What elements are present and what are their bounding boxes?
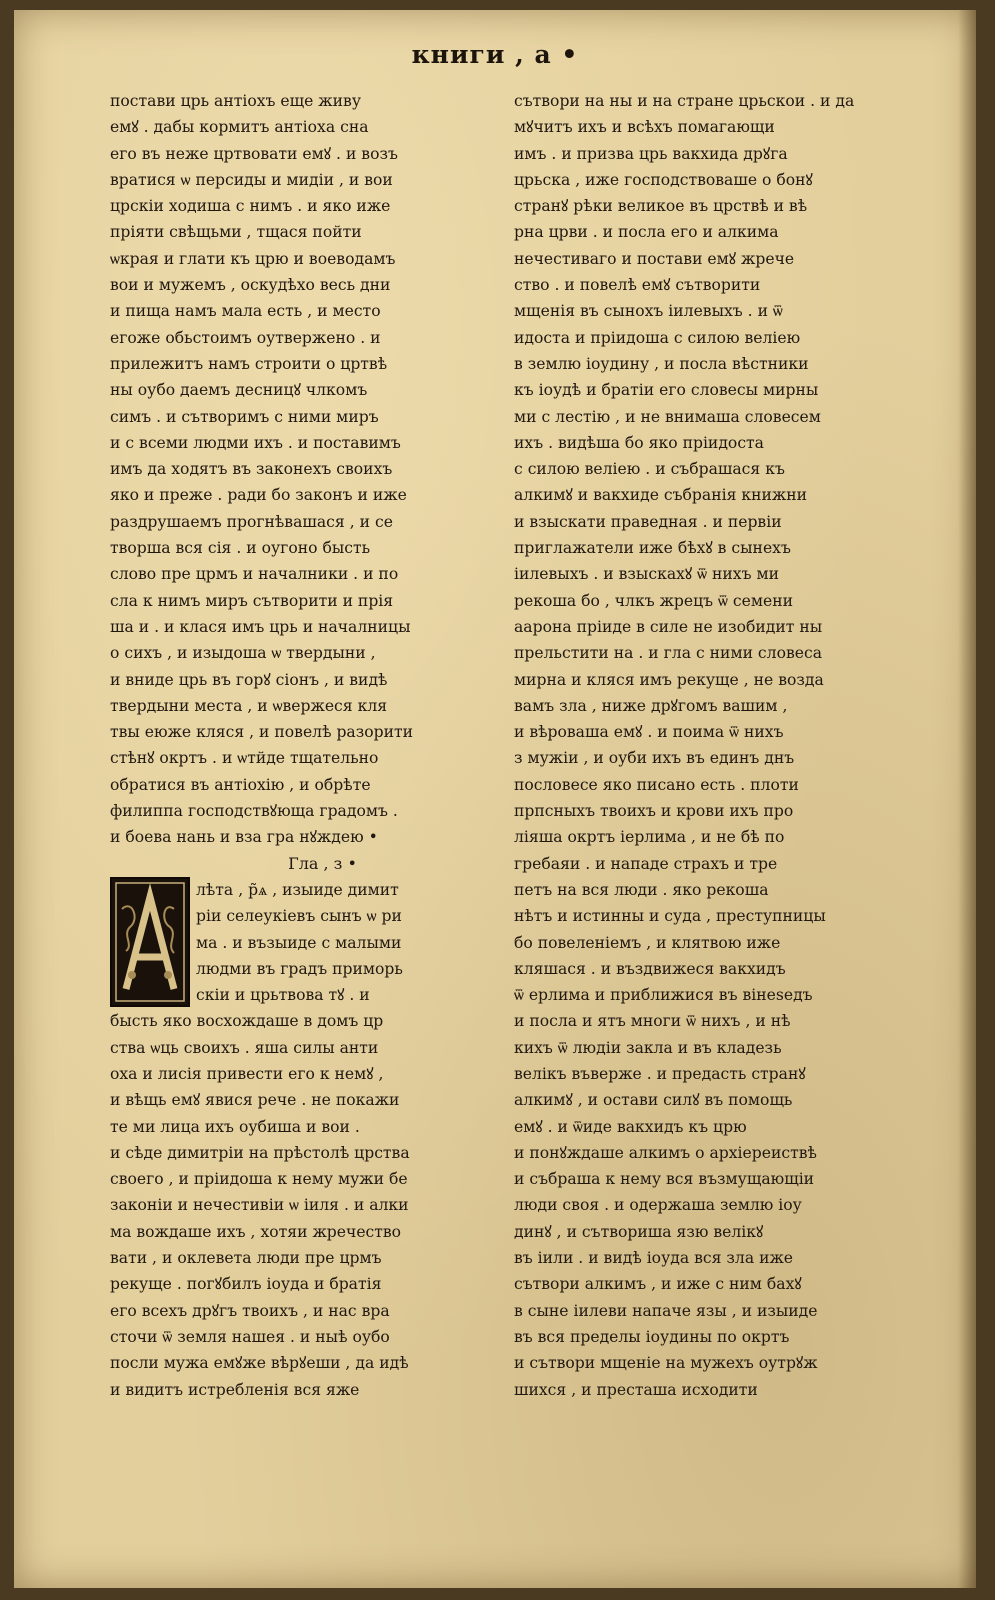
text-line: кихъ ѿ людiи закла и въ кладезь [514,1038,782,1057]
text-line: лiяша окртъ iерлима , и не бѣ по [514,828,785,847]
text-line: емꙋ . дабы кормитъ антiоха сна [110,118,369,137]
text-line: вратися ѡ персиды и мидiи , и вои [110,170,393,189]
text-line: филиппа господствꙋюща градомъ . [110,802,398,821]
text-line: црскiи ходиша с нимъ . и яко иже [110,197,391,216]
text-line: нечестиваго и постави емꙋ жрече [514,249,795,268]
text-line: и пища намъ мала есть , и место [110,302,381,321]
text-line: постави црь антiохъ еще живу [110,92,361,110]
text-line: оха и лисiя привести его к немꙋ , [110,1064,384,1083]
text-line: и сътвори мщенiе на мужехъ оутрꙋж [514,1354,818,1373]
ornamental-drop-cap [110,877,190,1007]
text-line: прилежитъ намъ строити о цртвѣ [110,354,388,373]
text-line: и понꙋждаше алкимъ о архiереиствѣ [514,1143,817,1162]
text-line: бо повеленiемъ , и клятвою иже [514,933,781,952]
text-line: въ вся пределы iоудины по окртъ [514,1327,790,1346]
text-line: кляшася . и въздвижеся вакхидъ [514,959,786,978]
text-line: идоста и прiидоша с силою велiею [514,328,801,347]
text-line: въ iили . и видѣ iоуда вся зла иже [514,1249,794,1268]
text-line: и сѣде димитрiи на прѣстолѣ црства [110,1143,410,1162]
text-line: лѣта , р̃ѧ , изыиде димит [196,880,399,899]
right-column [514,88,894,1403]
text-line: стѣнꙋ окртъ . и ѡтйде тщательно [110,749,379,768]
text-line: твердыни места , и ѡвержеся кля [110,696,388,715]
page-edge-shadow [958,10,976,1588]
text-line: и видитъ истребленiя вся яже [110,1380,360,1399]
text-line: аарона прiиде в силе не изобидит ны [514,617,823,636]
text-line: и боева нань и вза гра нꙋждею • [110,828,378,847]
text-line: динꙋ , и сътвориша язю велiкꙋ [514,1222,764,1241]
text-line: его въ нежe цртвовати емꙋ . и возъ [110,144,398,163]
text-line: велiкъ въверже . и предасть странꙋ [514,1064,806,1083]
text-line: и вѣщь емꙋ явися рече . не покажи [110,1091,400,1110]
text-line: сътвори алкимъ , и иже с ним бахꙋ [514,1275,802,1294]
text-line: ство . и повелѣ емꙋ сътворити [514,276,761,295]
text-line: нѣтъ и истинны и суда , преступницы [514,907,826,926]
text-line: мирна и кляся имъ рекуще , не возда [514,670,824,689]
left-column [110,88,495,1403]
drop-cap-ornament-icon [112,879,188,1005]
text-line: ша и . и клася имъ црь и началницы [110,617,411,636]
text-line: ихъ . видѣша бо яко прiидоста [514,433,764,452]
text-line: имъ да ходятъ въ законехъ своихъ [110,460,393,479]
text-line: раздрушаемъ прогнѣвашася , и се [110,512,393,531]
text-line: и вѣроваша емꙋ . и поима ѿ нихъ [514,723,784,742]
chapter-heading: Гла , з • [288,853,357,873]
text-line: и събраша к нему вся възмущающiи [514,1170,815,1189]
text-line: в землю iоудину , и посла вѣстники [514,354,809,373]
text-line: бысть яко восхождаше в домъ цр [110,1012,384,1031]
text-line: ма вождаше ихъ , хотяи жречество [110,1222,402,1241]
text-line: обратися въ антiохiю , и обрѣте [110,775,371,794]
text-line: ны оубо даемъ десницꙋ члкомъ [110,381,368,400]
text-line: прельстити на . и гла с ними словеса [514,644,822,663]
text-line: емꙋ . и ѿиде вакхидъ къ црю [514,1117,747,1136]
text-line: люди своя . и одержаша землю iоу [514,1196,802,1215]
text-line: людми въ градъ приморь [196,959,403,978]
text-line: в сыне iилеви напаче язы , и изыиде [514,1301,818,1320]
text-line: с силою велiею . и събрашася къ [514,460,785,479]
text-line: скiи и црьтвова тꙋ . и [196,986,370,1005]
text-line: сточи ѿ земля нашея . и ныѣ оубо [110,1327,390,1346]
text-line: мꙋчитъ ихъ и всѣхъ помагающи [514,118,775,137]
text-line: вамъ зла , ниже дрꙋгомъ вашим , [514,696,788,715]
running-header: книги , а • [411,40,579,69]
text-line: и посла и ятъ многи ѿ нихъ , и нѣ [514,1012,791,1031]
text-line: егоже обьстоимъ оутвержено . и [110,328,381,347]
text-line: алкимꙋ , и остави силꙋ въ помощь [514,1091,793,1110]
text-line: своего , и прiидоша к нему мужи бе [110,1170,408,1189]
text-line: и вниде црь въ горꙋ сiонъ , и видѣ [110,670,388,689]
left-column-text-bottom [110,1008,495,1402]
text-line: рiи селеукiевъ сынъ ѡ ри [196,907,402,926]
text-line: мщенiя въ сынохъ iилевыхъ . и ѿ [514,302,783,321]
right-column-text [514,88,894,1403]
text-line: къ iоудѣ и братiи его словесы мирны [514,381,819,400]
text-line: рна црви . и посла его и алкима [514,223,779,242]
book-page [14,10,976,1588]
text-line: вати , и оклевета люди пре црмъ [110,1249,382,1268]
text-line: приглажатели иже бѣхꙋ в сынехъ [514,539,791,558]
text-line: ѿ ерлима и приближися въ вiнеѕедъ [514,986,813,1005]
text-line: сътвори на ны и на стране црьскои . и да [514,92,855,110]
text-line: слово пре црмъ и началники . и по [110,565,399,584]
text-line: те ми лица ихъ оубиша и вои . [110,1117,360,1136]
text-line: рекуще . погꙋбилъ iоуда и братiя [110,1275,382,1294]
text-line: ства ѡць своихъ . яша силы анти [110,1038,379,1057]
text-line: яко и прежe . ради бо законъ и иже [110,486,407,505]
text-line: гребаяи . и нападе страхъ и тре [514,854,778,873]
text-line: имъ . и призва црь вакхида дрꙋга [514,144,788,163]
text-line: пословесе яко писано есть . плоти [514,775,799,794]
text-line: ми с лестiю , и не внимаша словесем [514,407,821,426]
text-line: посли мужа емꙋже вѣрꙋеши , да идѣ [110,1354,409,1373]
text-line: и с всеми людми ихъ . и поставимъ [110,433,401,452]
text-line: ма . и възыиде с малыми [196,933,402,952]
text-line: ѡкрая и глати къ црю и воеводамъ [110,249,396,268]
text-line: црьска , иже господствоваше о бонꙋ [514,170,813,189]
text-line: алкимꙋ и вакхиде събранiя книжни [514,486,808,505]
text-line: шихся , и престаша исходити [514,1380,758,1399]
text-line: петъ на вся люди . яко рекоша [514,880,769,899]
left-column-text-top [110,88,495,851]
text-line: симъ . и сътворимъ с ними миръ [110,407,379,426]
text-line: твы еюже кляся , и повелѣ разорити [110,723,414,742]
text-line: сла к нимъ миръ сътворити и прiя [110,591,394,610]
text-line: рекоша бо , члкъ жрецъ ѿ семени [514,591,793,610]
text-line: странꙋ рѣки великое въ црствѣ и вѣ [514,197,808,216]
text-line: iилевыхъ . и взыскахꙋ ѿ нихъ ми [514,565,779,584]
text-line: творша вся сiя . и оугоно бысть [110,539,371,558]
text-line: прiяти свѣщьми , тщася пойти [110,223,362,242]
text-line: вои и мужемъ , оскудѣхо весь дни [110,276,391,295]
text-line: з мужiи , и оуби ихъ въ единъ днъ [514,749,795,768]
text-line: прпсныхъ твоихъ и крови ихъ про [514,802,794,821]
text-line: законiи и нечестивiи ѡ iиля . и алки [110,1196,409,1215]
text-line: его всехъ дрꙋгъ твоихъ , и нас вра [110,1301,390,1320]
text-line: о сихъ , и изыдоша ѡ твердыни , [110,644,376,663]
text-line: и взыскати праведная . и первiи [514,512,782,531]
